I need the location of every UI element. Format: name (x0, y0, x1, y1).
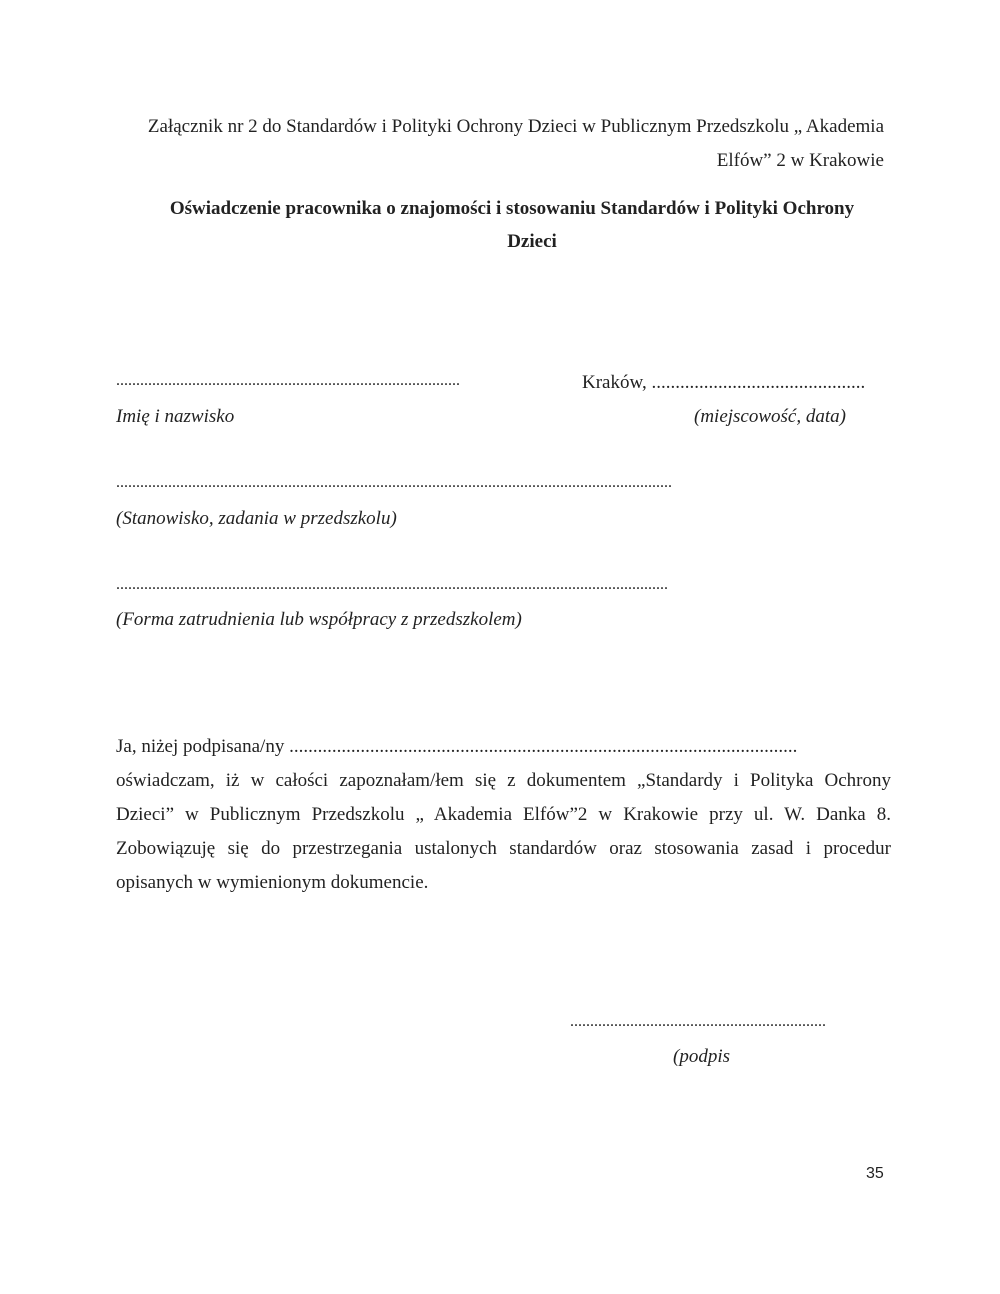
page-number: 35 (866, 1165, 884, 1182)
declaration-line-3: Dzieci” w Publicznym Przedszkolu „ Akademia Elfów”2 w Krakowie przy ul. W. Danka 8. (116, 804, 891, 825)
declaration-line-5: opisanych w wymienionym dokumencie. (116, 872, 429, 893)
position-field-label: (Stanowisko, zadania w przedszkolu) (116, 508, 397, 529)
name-field-dots: ...................................................................................... (116, 372, 460, 389)
annex-header-line2: Elfów” 2 w Krakowie (716, 150, 884, 171)
place-date-field: Kraków, ............................................. (582, 372, 866, 393)
position-field-dots: ........................................................................................................................................... (116, 474, 672, 491)
document-title-line1: Oświadczenie pracownika o znajomości i stosowaniu Standardów i Polityki Ochrony (169, 198, 855, 219)
place-date-label: (miejscowość, data) (694, 406, 846, 427)
declaration-paragraph (116, 730, 891, 900)
signature-label: (podpis (673, 1046, 730, 1067)
employment-field-label: (Forma zatrudnienia lub współpracy z przedszkolem) (116, 609, 522, 630)
employment-field-dots: .......................................................................................................................................... (116, 576, 668, 593)
document-title-line2: Dzieci (507, 231, 557, 252)
declaration-line-4: Zobowiązuję się do przestrzegania ustalonych standardów oraz stosowania zasad i procedur (116, 838, 891, 859)
signature-dots: ................................................................ (570, 1013, 826, 1030)
declaration-line-1: Ja, niżej podpisana/ny ........................................................................................................... (116, 736, 798, 757)
annex-header-line1: Załącznik nr 2 do Standardów i Polityki Ochrony Dzieci w Publicznym Przedszkolu „ Akademia (147, 116, 884, 137)
name-field-label: Imię i nazwisko (116, 406, 235, 427)
declaration-line-2: oświadczam, iż w całości zapoznałam/łem się z dokumentem „Standardy i Polityka Ochrony (116, 770, 891, 791)
